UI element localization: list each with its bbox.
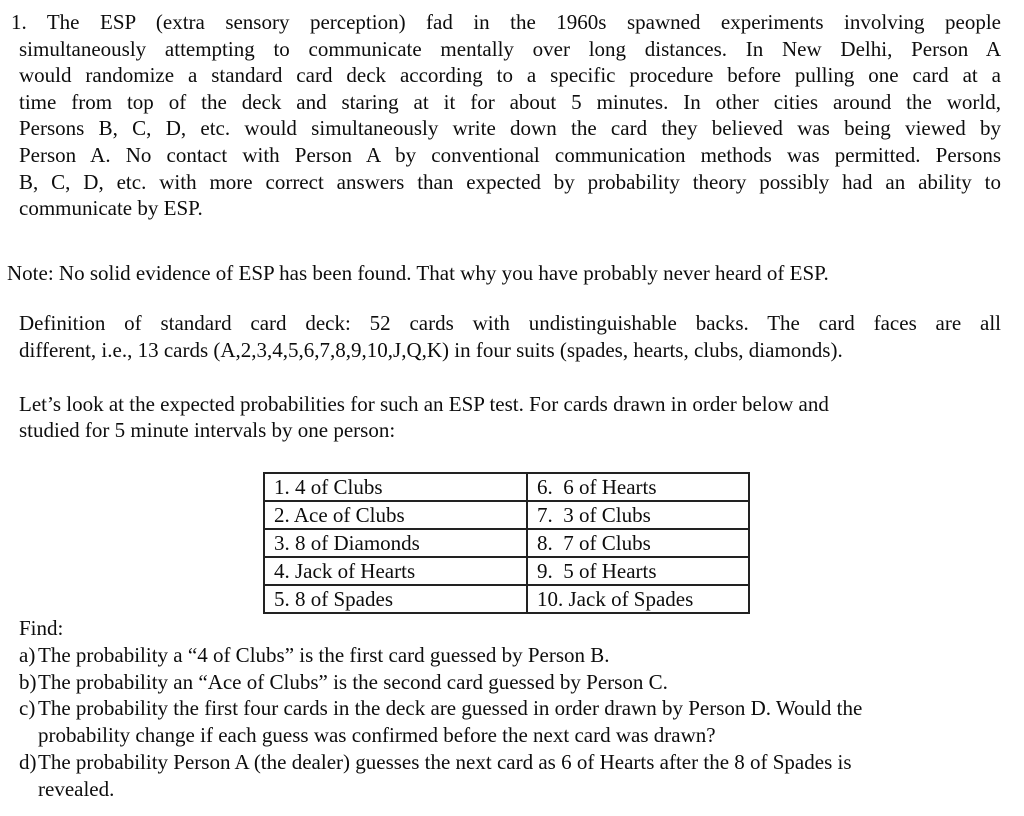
find-label: Find: (19, 615, 64, 640)
question-text: The probability a “4 of Clubs” is the first card guessed by Person B. (38, 642, 610, 667)
table-cell: 2. Ace of Clubs (264, 501, 527, 529)
table-cell: 6. 6 of Hearts (527, 473, 749, 501)
deck-definition (19, 310, 1001, 363)
table-row (264, 529, 749, 557)
table-cell: 8. 7 of Clubs (527, 529, 749, 557)
question-c (19, 695, 1011, 722)
table-cell: 1. 4 of Clubs (264, 473, 527, 501)
table-row (264, 473, 749, 501)
table-cell: 10. Jack of Spades (527, 585, 749, 613)
paragraph-line: Definition of standard card deck: 52 cards with undistinguishable backs. The card faces are all (19, 311, 1001, 336)
table-cell: 3. 8 of Diamonds (264, 529, 527, 557)
table-cell: 4. Jack of Hearts (264, 557, 527, 585)
paragraph-line: different, i.e., 13 cards (A,2,3,4,5,6,7,8,9,10,J,Q,K) in four suits (spades, hearts, clubs, diamonds). (19, 337, 843, 362)
paragraph-line: Persons B, C, D, etc. would simultaneously write down the card they believed was being viewed by (19, 116, 1001, 141)
question-b (19, 669, 1011, 696)
question-c-continued: probability change if each guess was confirmed before the next card was drawn? (38, 723, 716, 748)
paragraph-line: communicate by ESP. (19, 196, 203, 221)
item-marker: a) (19, 642, 36, 667)
question-d (19, 749, 1011, 776)
find-section (19, 615, 1011, 803)
paragraph-line (11, 9, 1001, 36)
probability-intro (19, 391, 1001, 444)
paragraph-line: would randomize a standard card deck according to a specific procedure before pulling one card at a (19, 63, 1001, 88)
paragraph-line: Let’s look at the expected probabilities for such an ESP test. For cards drawn in order below and (19, 391, 829, 416)
table-row (264, 585, 749, 613)
paragraph-line: B, C, D, etc. with more correct answers than expected by probability theory possibly had an ability to (19, 169, 1001, 194)
table-row (264, 501, 749, 529)
table-cell: 9. 5 of Hearts (527, 557, 749, 585)
table-cell: 7. 3 of Clubs (527, 501, 749, 529)
question-text: The probability an “Ace of Clubs” is the second card guessed by Person C. (38, 669, 668, 694)
question-text: The probability Person A (the dealer) guesses the next card as 6 of Hearts after the 8 of Spades is (38, 750, 852, 775)
table-cell: 5. 8 of Spades (264, 585, 527, 613)
card-order-table-wrapper (263, 472, 1024, 614)
question-text: The probability the first four cards in the deck are guessed in order drawn by Person D. Would the (38, 696, 863, 721)
paragraph-line: time from top of the deck and staring at it for about 5 minutes. In other cities around the world, (19, 89, 1001, 114)
item-marker: d) (19, 750, 37, 775)
note-line: Note: No solid evidence of ESP has been found. That why you have probably never heard of ESP. (7, 260, 829, 285)
card-order-table (263, 472, 750, 614)
item-marker: c) (19, 696, 36, 721)
paragraph-line: simultaneously attempting to communicate mentally over long distances. In New Delhi, Person A (19, 36, 1001, 61)
problem-statement (11, 9, 1001, 222)
paragraph-line: Person A. No contact with Person A by conventional communication methods was permitted. Persons (19, 142, 1001, 167)
paragraph-text: The ESP (extra sensory perception) fad in the 1960s spawned experiments involving people (46, 10, 1001, 34)
item-marker: b) (19, 669, 37, 694)
paragraph-line: studied for 5 minute intervals by one person: (19, 418, 396, 443)
problem-number: 1. (11, 10, 27, 34)
question-d-continued: revealed. (38, 777, 115, 802)
table-row (264, 557, 749, 585)
question-a (19, 642, 1011, 669)
